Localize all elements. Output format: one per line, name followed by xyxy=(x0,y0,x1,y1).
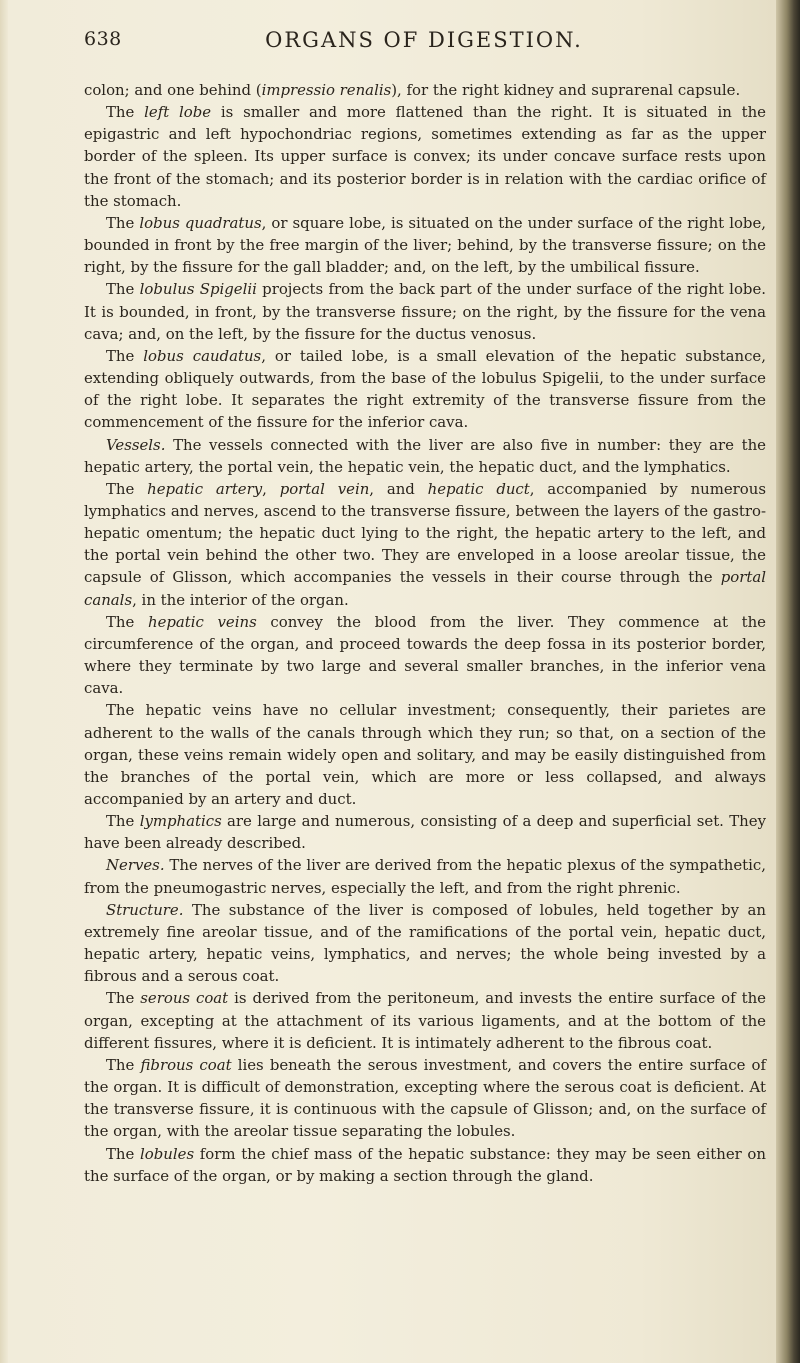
text-run: The nerves of the liver are derived from the hepatic plexus of the sympathetic, from the pneumogastric nerves, especially the left, and from the right phrenic. xyxy=(84,856,766,897)
paragraph xyxy=(84,345,766,434)
page-number: 638 xyxy=(84,28,122,50)
text-run: The xyxy=(106,989,141,1008)
paragraph xyxy=(84,278,766,344)
page-left-edge xyxy=(0,0,8,1363)
italic-term: hepatic artery xyxy=(147,479,263,498)
body-text xyxy=(84,79,766,1187)
text-run: The xyxy=(106,280,140,299)
italic-term: lobus caudatus xyxy=(143,346,262,365)
italic-term: Nerves. xyxy=(106,856,165,875)
paragraph xyxy=(84,899,766,988)
italic-term: portal vein xyxy=(279,479,370,498)
italic-term: lobulus Spigelii xyxy=(139,280,257,299)
text-run: , or tailed lobe, is a small elevation of the hepatic substance, extending obliquely outwards, from the base of the lobulus Spigelii, to the under surface of the right lobe. It separates the right extremity of the transverse fissure from the commencement of the fissure for the inferior cava. xyxy=(84,346,766,432)
text-run: The substance of the liver is composed of lobules, held together by an extremely fine areolar tissue, and of the ramifications of the portal vein, hepatic duct, hepatic artery, hepatic veins, lymphatics, and nerves; the whole being invested by a fibrous and a serous coat. xyxy=(84,900,766,986)
text-run: is derived from the peritoneum, and invests the entire surface of the organ, excepting at the attachment of its various ligaments, and at the bottom of the different fissures, where it is deficient. It is intimately adherent to the fibrous coat. xyxy=(84,989,766,1052)
paragraph xyxy=(84,611,766,700)
text-run: The xyxy=(106,1055,141,1074)
italic-term: fibrous coat xyxy=(140,1055,232,1074)
text-run: , and xyxy=(369,479,428,498)
text-run: form the chief mass of the hepatic substance: they may be seen either on the surface of the organ, or by making a section through the gland. xyxy=(84,1144,766,1185)
text-run: The xyxy=(106,479,148,498)
italic-term: impressio renalis xyxy=(261,81,392,99)
text-run: projects from the back part of the under surface of the right lobe. It is bounded, in front, by the transverse fissure; on the right, by the fissure for the vena cava; and, on the left, by the fissure for the ductus venosus. xyxy=(84,280,766,343)
text-run: The hepatic veins have no cellular investment; consequently, their parietes are adherent to the walls of the canals through which they run; so that, on a section of the organ, these veins remain widely open and solitary, and may be easily distinguished from the branches of the portal vein, which are more or less collapsed, and always accompanied by an artery and duct. xyxy=(84,701,766,808)
text-run: The xyxy=(106,103,145,122)
text-run: , or square lobe, is situated on the under surface of the right lobe, bounded in front by the free margin of the liver; behind, by the transverse fissure; on the right, by the fissure for the gall bladder; and, on the left, by the umbilical fissure. xyxy=(84,213,766,277)
text-run: The xyxy=(106,213,140,232)
italic-term: hepatic duct xyxy=(427,479,530,498)
paragraph xyxy=(84,79,766,101)
italic-term: left lobe xyxy=(144,103,212,122)
text-run: The vessels connected with the liver are also five in number: they are the hepatic artery, the portal vein, the hepatic vein, the hepatic duct, and the lymphatics. xyxy=(84,435,766,476)
paragraph xyxy=(84,810,766,854)
paragraph xyxy=(84,101,766,212)
italic-term: lymphatics xyxy=(139,812,222,831)
paragraph xyxy=(84,478,766,611)
text-run: ), for the right kidney and suprarenal capsule. xyxy=(391,81,741,99)
text-run: is smaller and more flattened than the right. It is situated in the epigastric and left hypochondriac regions, sometimes extending as far as the upper border of the spleen. Its upper surface is convex; its under concave surface rests upon the front of the stomach; and its posterior border is in relation with the cardiac orifice of the stomach. xyxy=(84,103,766,210)
italic-term: hepatic veins xyxy=(147,612,257,631)
text-run: The xyxy=(106,612,148,631)
text-run: , accompanied by numerous lymphatics and nerves, ascend to the transverse fissure, between the layers of the gastro-hepatic omentum; the hepatic duct lying to the right, the hepatic artery to the left, and the portal vein behind the other two. They are enveloped in a loose areolar tissue, the capsule of Glisson, which accompanies the vessels in their course through the xyxy=(84,479,766,587)
text-run: , xyxy=(262,479,280,498)
italic-term: Vessels. xyxy=(106,435,166,454)
text-run: The xyxy=(106,812,140,831)
paragraph xyxy=(84,854,766,898)
paragraph xyxy=(84,1054,766,1143)
italic-term: portal canals xyxy=(84,568,766,609)
book-spine-shadow xyxy=(776,0,800,1363)
paragraph xyxy=(84,987,766,1053)
page-header xyxy=(84,28,764,62)
text-run: The xyxy=(106,1144,141,1163)
paragraph xyxy=(84,434,766,478)
paragraph xyxy=(84,1143,766,1187)
running-title: ORGANS OF DIGESTION. xyxy=(265,28,583,52)
text-run: The xyxy=(106,346,144,365)
italic-term: serous coat xyxy=(140,989,229,1008)
text-run: , in the interior of the organ. xyxy=(132,590,349,609)
paragraph xyxy=(84,699,766,810)
text-run: colon; and one behind ( xyxy=(84,81,262,99)
italic-term: lobules xyxy=(140,1144,195,1163)
text-run: convey the blood from the liver. They commence at the circumference of the organ, and proceed towards the deep fossa in its posterior border, where they terminate by two large and several smaller branches, in the inferior vena cava. xyxy=(84,612,766,698)
italic-term: Structure. xyxy=(106,900,184,919)
text-run: are large and numerous, consisting of a deep and superficial set. They have been already described. xyxy=(84,812,766,853)
paragraph xyxy=(84,212,766,278)
text-run: lies beneath the serous investment, and covers the entire surface of the organ. It is difficult of demonstration, excepting where the serous coat is deficient. At the transverse fissure, it is continuous with the capsule of Glisson; and, on the surface of the organ, with the areolar tissue separating the lobules. xyxy=(84,1055,766,1141)
italic-term: lobus quadratus xyxy=(139,213,262,232)
